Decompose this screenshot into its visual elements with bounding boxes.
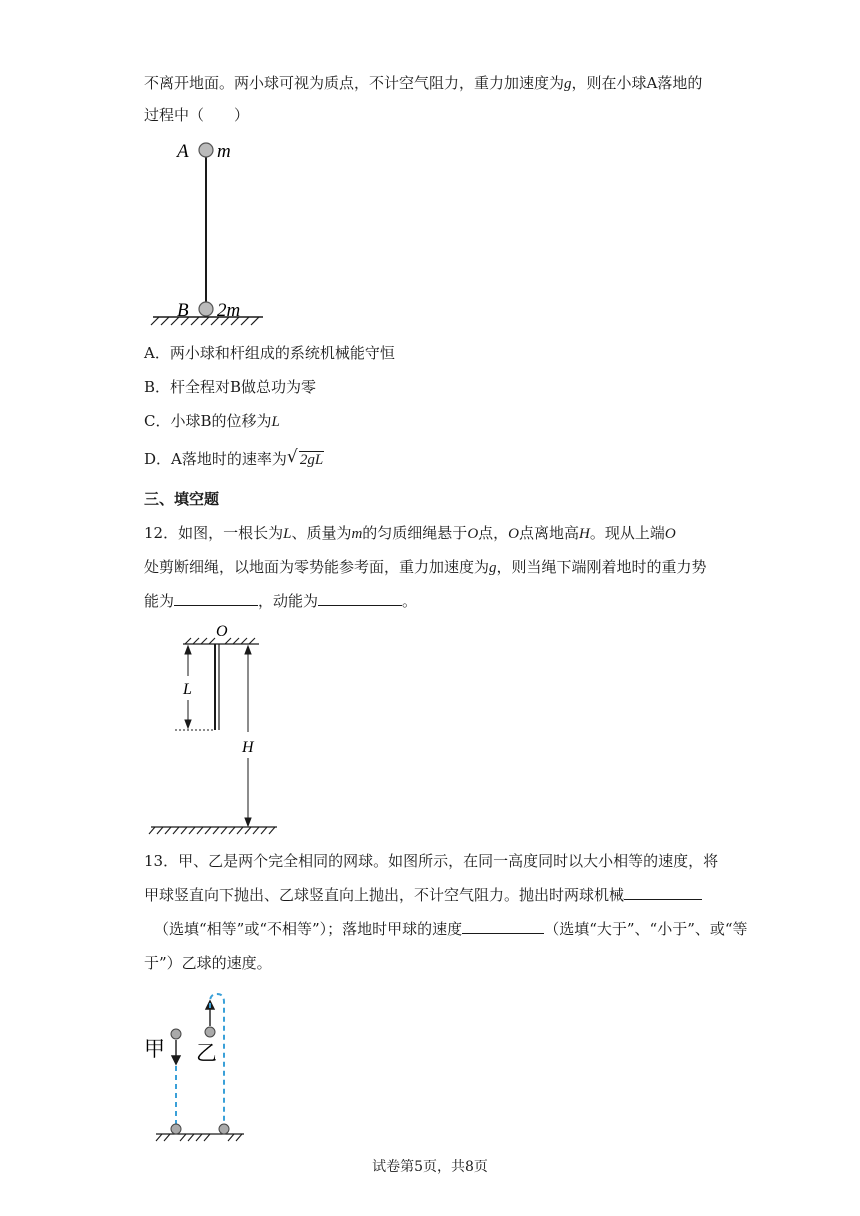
q12-text: 、质量为 bbox=[291, 524, 352, 542]
label-l: L bbox=[183, 681, 192, 698]
q12-rope-figure bbox=[145, 620, 285, 840]
ball-jia bbox=[171, 1029, 181, 1039]
q13-line2 bbox=[144, 885, 702, 905]
q11-stem-end: ，则在小球A落地的 bbox=[571, 74, 703, 92]
q13-balls-figure bbox=[140, 988, 260, 1148]
q11-option-a: A．两小球和杆组成的系统机械能守恒 bbox=[144, 344, 395, 362]
q12-text: 能为 bbox=[144, 592, 175, 610]
label-h: H bbox=[242, 739, 254, 756]
q12-line1 bbox=[144, 523, 676, 544]
page-footer: 试卷第5页，共8页 bbox=[372, 1159, 488, 1175]
ground-hatch bbox=[151, 317, 259, 325]
q11-stem-text: 不离开地面。两小球可视为质点，不计空气阻力，重力加速度为 bbox=[144, 74, 565, 92]
q12-var-m: m bbox=[351, 526, 363, 542]
q12-text: ，动能为 bbox=[258, 592, 319, 610]
ground-hatch bbox=[156, 1134, 242, 1141]
ground-hatch bbox=[149, 827, 275, 834]
q11-option-d bbox=[144, 449, 324, 470]
q12-text: 处剪断细绳，以地面为零势能参考面，重力加速度为 bbox=[144, 558, 490, 576]
q11-option-d-text: D．A落地时的速率为 bbox=[144, 450, 287, 468]
q12-var-g: g bbox=[489, 560, 497, 576]
label-o: O bbox=[216, 623, 228, 640]
q13-text: （选填“相等”或“不相等”）；落地时甲球的速度 bbox=[154, 920, 463, 938]
label-a: A bbox=[177, 141, 189, 162]
q12-var-h: H bbox=[579, 526, 590, 542]
q12-text: 点， bbox=[478, 524, 509, 542]
answer-blank-kinetic[interactable] bbox=[318, 591, 402, 606]
ball-jia-landed bbox=[171, 1124, 181, 1134]
label-jia: 甲 bbox=[144, 1037, 165, 1061]
q12-text: 。 bbox=[402, 592, 418, 610]
q12-line2 bbox=[144, 557, 707, 578]
q12-var-o: O bbox=[508, 526, 520, 542]
q11-rod-figure bbox=[145, 135, 275, 335]
q12-text: 点离地高 bbox=[519, 524, 580, 542]
q11-g-symbol: g bbox=[564, 76, 572, 92]
q13-text: 甲球竖直向下抛出、乙球竖直向上抛出，不计空气阻力。抛出时两球机械 bbox=[144, 886, 625, 904]
q12-var-o: O bbox=[467, 526, 479, 542]
answer-blank-mechanical[interactable] bbox=[624, 885, 702, 900]
q11-option-c-var: L bbox=[271, 414, 280, 430]
sqrt-expression bbox=[287, 449, 324, 470]
ball-b bbox=[199, 302, 213, 316]
q11-option-b: B．杆全程对B做总功为零 bbox=[144, 378, 317, 396]
q12-line3 bbox=[144, 591, 417, 611]
label-b: B bbox=[177, 300, 189, 321]
q13-line1: 13．甲、乙是两个完全相同的网球。如图所示，在同一高度同时以大小相等的速度，将 bbox=[144, 852, 719, 870]
label-m: m bbox=[217, 141, 231, 162]
answer-blank-speed[interactable] bbox=[462, 919, 544, 934]
h-dimension-arrow bbox=[245, 646, 251, 826]
q11-stem-line2: 过程中（ ） bbox=[144, 106, 250, 124]
arrow-down bbox=[172, 1040, 180, 1064]
section-title: 三、填空题 bbox=[144, 490, 220, 508]
q11-stem-line1 bbox=[144, 73, 702, 94]
label-yi: 乙 bbox=[196, 1041, 217, 1065]
q13-text: （选填“大于”、“小于”、或“等 bbox=[544, 920, 748, 938]
q13-line3 bbox=[154, 919, 748, 939]
q12-var-l: L bbox=[283, 526, 292, 542]
q13-line4: 于”）乙球的速度。 bbox=[144, 954, 272, 972]
ball-yi bbox=[205, 1027, 215, 1037]
q11-option-c-text: C．小球B的位移为 bbox=[144, 412, 272, 430]
answer-blank-potential[interactable] bbox=[174, 591, 258, 606]
sqrt-radicand: 2gL bbox=[299, 452, 324, 468]
q12-text: 。现从上端 bbox=[589, 524, 665, 542]
ball-yi-landed bbox=[219, 1124, 229, 1134]
q12-var-o: O bbox=[664, 526, 676, 542]
q12-text: ，则当绳下端刚着地时的重力势 bbox=[496, 558, 707, 576]
q12-text: 12．如图，一根长为 bbox=[144, 524, 284, 542]
radical-sign: √ bbox=[286, 447, 298, 467]
q11-option-c bbox=[144, 411, 280, 432]
q12-text: 的匀质细绳悬于 bbox=[362, 524, 468, 542]
label-2m: 2m bbox=[217, 300, 241, 321]
ball-a bbox=[199, 143, 213, 157]
